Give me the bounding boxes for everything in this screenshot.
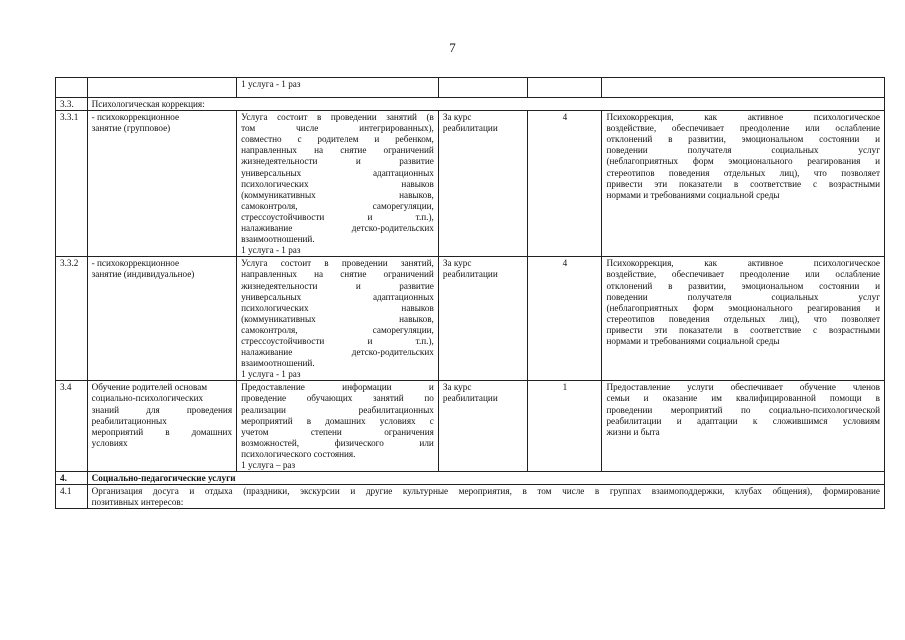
name-line: реабилитационных [91, 415, 167, 426]
section-row-3-3 [56, 98, 885, 111]
service-quantity: 4 [528, 111, 602, 257]
result-line: воздействие, обеспечивает преодоление или ослабление [606, 269, 880, 280]
result-line: отклонений в развитии, эмоциональном состоянии и [606, 280, 880, 291]
section-title: Психологическая коррекция: [87, 98, 884, 111]
desc-line: налаживание детско-родительских [241, 223, 434, 234]
desc-line: жизнедеятельности и развитие [241, 156, 434, 167]
desc-line: направленных на снятие ограничений [241, 269, 434, 280]
desc-line: проведение обучающих занятий по [241, 393, 434, 404]
result-line: Психокоррекция, как активное психологическое [606, 112, 880, 123]
desc-line: самоконтроля, саморегуляции, [241, 200, 434, 211]
desc-line: жизнедеятельности и развитие [241, 280, 434, 291]
term-line: реабилитации [442, 393, 498, 404]
result-line: (неблагоприятных форм эмоционального реагирования и [606, 156, 880, 167]
result-line: реабилитации и адаптации к сложившимся условиям [606, 415, 880, 426]
desc-line: том числе интегрированных), [241, 123, 434, 134]
result-line: (неблагоприятных форм эмоционального реагирования и [606, 302, 880, 313]
desc-line: (коммуникативных навыков, [241, 313, 434, 324]
text-line: Организация досуга и отдыха (праздники, экскурсии и другие культурные мероприятия, в том числе в группах взаимоподдержки, клубах общения), формирование [91, 486, 880, 497]
desc-line: стрессоустойчивости и т.п.), [241, 211, 434, 222]
section-num: 4. [56, 472, 88, 485]
desc-line: Услуга состоит в проведении занятий, [241, 258, 434, 269]
desc-line: направленных на снятие ограничений [241, 145, 434, 156]
desc-line: взаимоотношений. [241, 234, 315, 245]
service-name [87, 381, 236, 472]
term-line: За курс [442, 258, 472, 269]
result-line: привести эти показатели в соответствие с возрастными [606, 178, 880, 189]
table-row [56, 485, 885, 509]
result-line: поведении получателя социальных услуг [606, 145, 880, 156]
desc-line: психологических навыков [241, 302, 434, 313]
service-term [438, 257, 527, 381]
result-line: привести эти показатели в соответствие с возрастными [606, 324, 880, 335]
service-name [87, 111, 236, 257]
cell-desc [237, 78, 439, 98]
desc-line: 1 услуга – раз [241, 460, 296, 470]
result-line: семьи и оказание им квалифицированной помощи в [606, 393, 880, 404]
term-line: За курс [442, 112, 472, 123]
table-row [56, 381, 885, 472]
service-description [237, 381, 439, 472]
row-text [87, 485, 884, 509]
desc-line: налаживание детско-родительских [241, 347, 434, 358]
services-table [55, 77, 885, 509]
cell-num [56, 78, 88, 98]
service-term [438, 381, 527, 472]
text-line: позитивных интересов: [91, 497, 184, 508]
cell-result [602, 78, 885, 98]
service-result [602, 381, 885, 472]
desc-line: возможностей, физического или [241, 437, 434, 448]
desc-line: 1 услуга - 1 раз [241, 245, 301, 256]
service-term [438, 111, 527, 257]
service-description [237, 111, 439, 257]
result-line: поведении получателя социальных услуг [606, 291, 880, 302]
result-line: стереотипов поведения отдельных лиц), что позволяет [606, 167, 880, 178]
name-line: занятие (групповое) [91, 123, 171, 134]
name-line: социально-психологических [91, 393, 204, 404]
result-line: жизни и быта [606, 426, 660, 437]
name-line: - психокоррекционное [91, 258, 180, 269]
name-line: занятие (индивидуальное) [91, 269, 195, 280]
desc-line: совместно с родителем и ребенком, [241, 134, 434, 145]
section-num: 3.3. [56, 98, 88, 111]
cell-qty [528, 78, 602, 98]
row-num: 3.3.1 [56, 111, 88, 257]
name-line: - психокоррекционное [91, 112, 180, 123]
section-title: Социально-педагогические услуги [87, 472, 884, 485]
desc-line: взаимоотношений. [241, 358, 315, 369]
table-row [56, 111, 885, 257]
desc-line: 1 услуга - 1 раз [241, 369, 301, 380]
page-number: 7 [449, 40, 456, 55]
row-num: 4.1 [56, 485, 88, 509]
name-line: условиях [91, 437, 128, 448]
desc-line: учетом степени ограничения [241, 426, 434, 437]
cell-term [438, 78, 527, 98]
desc-line: (коммуникативных навыков, [241, 189, 434, 200]
desc-text: 1 услуга - 1 раз [241, 79, 301, 89]
row-num: 3.3.2 [56, 257, 88, 381]
table-row-continuation [56, 78, 885, 98]
result-line: Психокоррекция, как активное психологическое [606, 258, 880, 269]
service-result [602, 257, 885, 381]
result-line: воздействие, обеспечивает преодоление или ослабление [606, 123, 880, 134]
desc-line: универсальных адаптационных [241, 291, 434, 302]
desc-line: Предоставление информации и [241, 382, 434, 393]
result-line: проведении мероприятий по социально-психологической [606, 404, 880, 415]
desc-line: реализации реабилитационных [241, 404, 434, 415]
result-line: отклонений в развитии, эмоциональном состоянии и [606, 134, 880, 145]
desc-line: психологических навыков [241, 178, 434, 189]
table-row [56, 257, 885, 381]
service-name [87, 257, 236, 381]
name-line: знаний для проведения [91, 404, 233, 415]
result-line: нормами и требованиями социальной среды [606, 189, 780, 200]
service-description [237, 257, 439, 381]
desc-line: мероприятий в домашних условиях с [241, 415, 434, 426]
desc-line: стрессоустойчивости и т.п.), [241, 335, 434, 346]
name-line: Обучение родителей основам [91, 382, 208, 393]
desc-line: самоконтроля, саморегуляции, [241, 324, 434, 335]
service-quantity: 1 [528, 381, 602, 472]
term-line: За курс [442, 382, 472, 393]
result-line: нормами и требованиями социальной среды [606, 335, 780, 346]
result-line: Предоставление услуги обеспечивает обучение членов [606, 382, 880, 393]
desc-line: Услуга состоит в проведении занятий (в [241, 112, 434, 123]
section-row-4 [56, 472, 885, 485]
service-result [602, 111, 885, 257]
row-num: 3.4 [56, 381, 88, 472]
desc-line: универсальных адаптационных [241, 167, 434, 178]
name-line: мероприятий в домашних [91, 426, 233, 437]
term-line: реабилитации [442, 269, 498, 280]
result-line: стереотипов поведения отдельных лиц), что позволяет [606, 313, 880, 324]
term-line: реабилитации [442, 123, 498, 134]
desc-line: психологического состояния. [241, 448, 356, 459]
cell-name [87, 78, 236, 98]
service-quantity: 4 [528, 257, 602, 381]
